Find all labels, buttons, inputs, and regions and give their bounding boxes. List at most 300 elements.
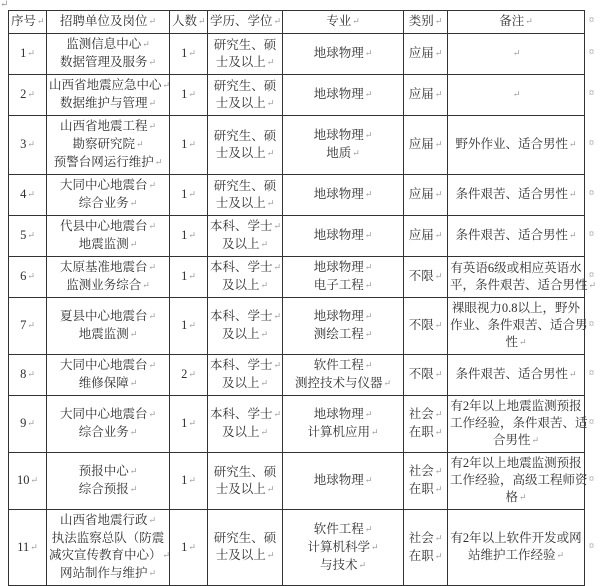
cell-text: 勘察研究院	[72, 137, 135, 151]
text-line	[210, 326, 280, 344]
paragraph-mark-icon: ↵	[260, 239, 269, 249]
text-line	[49, 463, 167, 481]
cell-text: 研究生、硕	[213, 37, 277, 52]
cell-text: 及以上	[221, 425, 260, 439]
cell-text: 软件工程	[313, 358, 364, 372]
cell-text: 有英语6级或相应英语水	[450, 260, 582, 275]
text-line	[210, 277, 280, 295]
cell-degree	[208, 34, 283, 75]
cell-category	[404, 510, 448, 586]
text-line	[210, 464, 280, 481]
row-end-mark-icon: ¤	[589, 270, 594, 281]
cell-text: 备注	[499, 14, 525, 28]
cell-count	[170, 175, 208, 216]
table-row	[9, 257, 585, 298]
cell-major	[283, 257, 404, 298]
cell-text: 软件工程	[313, 521, 364, 536]
text-line	[172, 136, 205, 154]
row-end-mark-icon: ¤	[589, 229, 594, 240]
cell-seq	[9, 34, 47, 75]
text-line	[450, 136, 582, 154]
cell-count	[170, 453, 208, 510]
cell-unit	[47, 116, 170, 175]
cell-text: 1	[181, 539, 188, 554]
table-row	[9, 175, 585, 216]
paragraph-mark-icon: ↵	[148, 360, 157, 370]
table-row	[9, 510, 585, 586]
column-header-6	[448, 11, 585, 34]
text-line	[406, 268, 445, 286]
cell-text: 地质	[326, 146, 352, 160]
cell-text: 类别	[408, 14, 434, 28]
cell-text: 应届	[408, 46, 434, 60]
cell-text: 3	[20, 137, 27, 151]
text-line	[285, 45, 401, 63]
cell-text: 地球物理	[313, 473, 364, 487]
cell-text: 人数	[172, 14, 198, 28]
column-header-2	[170, 11, 208, 34]
text-line	[49, 54, 167, 72]
paragraph-mark-icon: ↵	[27, 369, 35, 379]
cell-text: 6	[20, 269, 27, 283]
cell-text: 山西省地震行政	[59, 513, 148, 527]
text-line	[49, 375, 167, 393]
cell-count	[170, 355, 208, 396]
paragraph-mark-icon: ↵	[364, 409, 373, 419]
paragraph-mark-icon: ↵	[142, 280, 150, 290]
cell-text: 10	[16, 473, 30, 487]
text-line	[285, 406, 401, 424]
cell-text: 有2年以上地震监测预报	[450, 399, 582, 413]
table-row	[9, 34, 585, 75]
text-line	[11, 415, 44, 433]
text-line	[11, 539, 44, 557]
cell-text: 1	[181, 318, 188, 332]
text-line	[49, 259, 167, 277]
cell-count	[170, 116, 208, 175]
table-row	[9, 116, 585, 175]
text-line	[210, 95, 280, 113]
paragraph-mark-icon: ↵	[27, 89, 35, 99]
text-line	[450, 334, 582, 352]
text-line	[49, 530, 167, 547]
text-line	[450, 186, 582, 204]
cell-text: 7	[20, 318, 27, 332]
paragraph-mark-icon: ↵	[188, 230, 196, 240]
cell-text: 地球物理	[313, 128, 364, 142]
cell-major	[283, 34, 404, 75]
text-line	[210, 236, 280, 254]
text-line	[11, 268, 44, 286]
cell-text: 研究生、硕	[213, 128, 277, 143]
cell-text: 专业	[326, 14, 352, 28]
paragraph-mark-icon: ↵	[434, 532, 443, 543]
text-line	[285, 13, 401, 31]
cell-count	[170, 396, 208, 453]
cell-text: 太原基准地震台	[59, 260, 148, 274]
paragraph-mark-icon: ↵	[364, 189, 373, 199]
cell-count	[170, 75, 208, 116]
cell-text: 地震监测	[78, 237, 129, 251]
text-line	[210, 128, 280, 145]
cell-text: 及以上	[221, 376, 260, 390]
paragraph-mark-icon: ↵	[434, 139, 443, 149]
paragraph-mark-icon: ↵	[129, 239, 138, 249]
text-line	[450, 260, 582, 277]
cell-text: 执法监察总队（防震	[51, 531, 165, 545]
text-line	[49, 13, 167, 31]
cell-category	[404, 396, 448, 453]
paragraph-mark-icon: ↵	[273, 409, 282, 419]
cell-unit	[47, 257, 170, 298]
paragraph-mark-icon: ↵	[27, 320, 35, 330]
cell-degree	[208, 175, 283, 216]
cell-text: 条件艰苦、适合男性	[455, 367, 568, 381]
paragraph-mark-icon: ↵	[364, 280, 373, 290]
paragraph-mark-icon: ↵	[188, 418, 196, 428]
cell-unit	[47, 396, 170, 453]
paragraph-mark-icon: ↵	[273, 360, 282, 370]
text-line	[450, 86, 582, 104]
cell-text: 地球物理	[313, 407, 364, 421]
cell-category	[404, 257, 448, 298]
cell-text: 士及以上	[215, 195, 266, 210]
cell-text: 及以上	[221, 237, 260, 251]
cell-degree	[208, 75, 283, 116]
cell-text: 数据维护与管理	[59, 96, 148, 110]
paragraph-mark-icon: ↵	[364, 48, 373, 58]
paragraph-mark-icon: ↵	[364, 230, 373, 240]
cell-text: 在职	[408, 548, 434, 563]
cell-text: 网站制作与维护	[59, 566, 148, 580]
text-line	[172, 186, 205, 204]
cell-major	[283, 75, 404, 116]
text-line	[210, 54, 280, 72]
text-line	[406, 45, 445, 63]
cell-text: 不限	[408, 269, 434, 283]
text-line	[450, 227, 582, 245]
cell-text: 应届	[408, 137, 434, 151]
cell-text: 格	[505, 490, 518, 504]
paragraph-mark-icon: ↵	[434, 409, 443, 419]
text-line	[406, 13, 445, 31]
paragraph-mark-icon: ↵	[148, 515, 157, 525]
cell-text: 1	[20, 46, 27, 60]
text-line	[49, 277, 167, 295]
paragraph-mark-icon: ↵	[273, 221, 282, 231]
row-end-mark-icon: ¤	[589, 474, 594, 485]
text-line	[406, 86, 445, 104]
text-line	[285, 472, 401, 490]
row-end-mark-icon: ¤	[589, 540, 594, 552]
row-end-mark-icon: ¤	[589, 15, 594, 26]
paragraph-mark-icon: ↵	[364, 360, 373, 370]
text-line	[210, 406, 280, 424]
paragraph-mark-icon: ↵	[434, 550, 443, 561]
text-line	[11, 317, 44, 335]
cell-text: 学历、学位	[210, 14, 273, 28]
cell-text: 士及以上	[215, 481, 266, 496]
table-row	[9, 396, 585, 453]
text-line	[285, 86, 401, 104]
cell-text: 不限	[408, 318, 434, 332]
text-line	[172, 366, 205, 384]
paragraph-mark-icon: ↵	[148, 409, 157, 419]
cell-remark	[448, 396, 588, 453]
cell-text: 社会	[408, 407, 434, 421]
paragraph-mark-icon: ↵	[142, 39, 150, 49]
cell-count	[170, 298, 208, 355]
cell-text: 地震监测	[78, 327, 129, 341]
cell-text: 工作经验，条件艰苦、适	[450, 416, 588, 430]
cell-seq	[9, 510, 47, 586]
cell-major	[283, 116, 404, 175]
paragraph-mark-icon: ↵	[129, 484, 138, 494]
paragraph-mark-icon: ↵	[188, 320, 196, 330]
text-line	[450, 366, 582, 384]
cell-text: 综合业务	[78, 196, 129, 210]
cell-text: 代县中心地震台	[59, 219, 148, 233]
paragraph-mark-icon: ↵	[512, 89, 521, 99]
cell-text: 地球物理	[313, 260, 364, 274]
cell-text: 9	[20, 416, 27, 430]
text-line	[450, 455, 582, 472]
cell-text: 与技术	[319, 557, 358, 572]
cell-text: 条件艰苦、适合男性	[455, 187, 568, 201]
cell-seq	[9, 298, 47, 355]
cell-text: 电子工程	[313, 278, 364, 292]
paragraph-mark-icon: ↵	[148, 98, 157, 108]
cell-seq	[9, 216, 47, 257]
text-line	[406, 366, 445, 384]
cell-text: 地球物理	[313, 187, 364, 201]
paragraph-mark-icon: ↵	[260, 427, 269, 437]
paragraph-mark-icon: ↵	[266, 550, 275, 560]
column-header-5	[404, 11, 448, 34]
text-line	[49, 308, 167, 326]
cell-text: 地球物理	[313, 309, 364, 323]
text-line	[285, 521, 401, 539]
paragraph-mark-icon: ↵	[148, 311, 157, 321]
cell-unit	[47, 355, 170, 396]
cell-unit	[47, 453, 170, 510]
row-end-mark-icon: ¤	[589, 417, 594, 428]
cell-major	[283, 453, 404, 510]
cell-text: 士及以上	[215, 54, 266, 69]
paragraph-mark-icon: ↵	[358, 559, 367, 570]
paragraph-mark-icon: ↵	[352, 16, 360, 26]
text-line	[406, 530, 445, 548]
text-line	[210, 308, 280, 326]
paragraph-mark-icon: ↵	[27, 139, 35, 149]
paragraph-mark-icon: ↵	[273, 262, 282, 272]
cell-major	[283, 216, 404, 257]
column-header-0	[9, 11, 47, 34]
paragraph-mark-icon: ↵	[30, 475, 39, 485]
text-line	[11, 186, 44, 204]
paragraph-mark-icon: ↵	[364, 311, 373, 321]
cell-text: 11	[17, 539, 30, 554]
cell-degree	[208, 510, 283, 586]
cell-degree	[208, 453, 283, 510]
text-line	[210, 530, 280, 547]
paragraph-mark-icon: ↵	[531, 435, 540, 445]
text-line	[285, 259, 401, 277]
text-line	[172, 472, 205, 490]
cell-text: 大同中心地震台	[59, 358, 148, 372]
text-line	[285, 326, 401, 344]
cell-major	[283, 510, 404, 586]
text-line	[450, 432, 582, 450]
column-header-1	[47, 11, 170, 34]
text-line	[285, 557, 401, 575]
text-line	[450, 45, 582, 63]
text-line	[49, 547, 171, 565]
paragraph-mark-icon: ↵	[434, 271, 443, 281]
cell-remark	[448, 257, 597, 298]
text-line	[406, 463, 445, 481]
cell-text: 山西省地震应急中心	[49, 78, 162, 92]
text-line	[450, 398, 582, 415]
paragraph-mark-icon: ↵	[273, 16, 282, 26]
text-line	[11, 472, 44, 490]
cell-text: 士及以上	[215, 145, 266, 160]
text-line	[210, 13, 280, 31]
text-line	[406, 406, 445, 424]
cell-category	[404, 175, 448, 216]
cell-major	[283, 298, 404, 355]
cell-text: 社会	[408, 530, 434, 545]
paragraph-mark-icon: ↵	[37, 16, 45, 26]
paragraph-mark-icon: ↵	[434, 189, 443, 199]
paragraph-mark-icon: ↵	[188, 189, 196, 199]
cell-seq	[9, 453, 47, 510]
cell-text: 数据管理及服务	[59, 55, 148, 69]
cell-text: 及以上	[221, 327, 260, 341]
paragraph-mark-icon: ↵	[148, 221, 157, 231]
cell-text: 计算机应用	[307, 425, 370, 439]
paragraph-mark-icon: ↵	[518, 337, 527, 347]
cell-text: 监测业务综合	[66, 278, 142, 292]
paragraph-mark-icon: ↵	[27, 189, 35, 199]
column-header-4	[283, 11, 404, 34]
text-line	[172, 415, 205, 433]
row-end-mark-icon: ¤	[589, 47, 594, 58]
cell-unit	[47, 216, 170, 257]
cell-unit	[47, 175, 170, 216]
paragraph-mark-icon: ↵	[588, 279, 597, 290]
cell-degree	[208, 298, 283, 355]
table-row	[9, 75, 585, 116]
paragraph-mark-icon: ↵	[188, 271, 196, 281]
paragraph-mark-icon: ↵	[266, 56, 275, 67]
cell-text: 社会	[408, 464, 434, 478]
text-line	[210, 178, 280, 195]
paragraph-mark-icon: ↵	[266, 483, 275, 494]
cell-degree	[208, 257, 283, 298]
paragraph-mark-icon: ↵	[27, 230, 35, 240]
cell-text: 地球物理	[313, 228, 364, 242]
cell-remark	[448, 175, 585, 216]
text-line	[49, 424, 167, 442]
cell-text: 士及以上	[215, 95, 266, 110]
text-line	[450, 489, 582, 507]
row-end-mark-icon: ¤	[589, 188, 594, 199]
text-line	[285, 539, 401, 557]
paragraph-mark-icon: ↵	[364, 475, 373, 485]
paragraph-mark-icon: ↵	[260, 329, 269, 339]
paragraph-mark-icon: ↵	[129, 427, 138, 437]
paragraph-mark-icon: ↵	[148, 57, 157, 67]
cell-unit	[47, 34, 170, 75]
table-row	[9, 453, 585, 510]
cell-remark	[448, 298, 588, 355]
paragraph-mark-icon: ↵	[129, 378, 138, 388]
cell-text: 应届	[408, 187, 434, 201]
paragraph-mark-icon: ↵	[434, 466, 443, 476]
text-line	[285, 308, 401, 326]
cell-major	[283, 175, 404, 216]
cell-degree	[208, 355, 283, 396]
paragraph-mark-icon: ↵	[518, 492, 527, 502]
cell-category	[404, 34, 448, 75]
paragraph-mark-icon: ↵	[0, 0, 9, 10]
cell-text: 性	[505, 335, 518, 349]
cell-seq	[9, 175, 47, 216]
cell-text: 8	[20, 367, 27, 381]
cell-text: 1	[181, 416, 188, 430]
paragraph-mark-icon: ↵	[162, 550, 171, 560]
cell-seq	[9, 257, 47, 298]
cell-text: 作业、条件艰苦、适合男	[450, 318, 588, 332]
row-end-mark-icon: ¤	[589, 88, 594, 99]
text-line	[406, 227, 445, 245]
text-line	[450, 317, 588, 334]
cell-text: 大同中心地震台	[59, 407, 148, 421]
text-line	[49, 154, 167, 172]
paragraph-mark-icon: ↵	[434, 369, 443, 379]
text-line	[49, 406, 167, 424]
text-line	[49, 326, 167, 344]
cell-remark	[448, 510, 585, 586]
text-line	[285, 145, 401, 163]
cell-text: 地球物理	[313, 87, 364, 101]
paragraph-mark-icon: ↵	[352, 148, 360, 158]
paragraph-mark-icon: ↵	[266, 97, 275, 108]
paragraph-mark-icon: ↵	[188, 89, 196, 99]
table-row	[9, 216, 585, 257]
cell-text: 1	[181, 137, 188, 151]
row-end-mark-icon: ¤	[589, 319, 594, 330]
cell-seq	[9, 355, 47, 396]
text-line	[172, 13, 205, 31]
cell-category	[404, 298, 448, 355]
text-line	[450, 530, 582, 547]
cell-degree	[208, 396, 283, 453]
cell-text: 工作经验，高级工程师资	[450, 473, 588, 487]
cell-text: 裸眼视力0.8以上，野外	[451, 301, 581, 315]
cell-seq	[9, 396, 47, 453]
paragraph-mark-icon: ↵	[148, 180, 157, 190]
paragraph-mark-icon: ↵	[148, 568, 157, 578]
cell-text: 条件艰苦、适合男性	[455, 228, 568, 242]
paragraph-mark-icon: ↵	[434, 427, 443, 437]
paragraph-mark-icon: ↵	[364, 89, 373, 99]
text-line	[406, 186, 445, 204]
paragraph-mark-icon: ↵	[129, 466, 138, 476]
cell-major	[283, 396, 404, 453]
cell-remark	[448, 216, 585, 257]
